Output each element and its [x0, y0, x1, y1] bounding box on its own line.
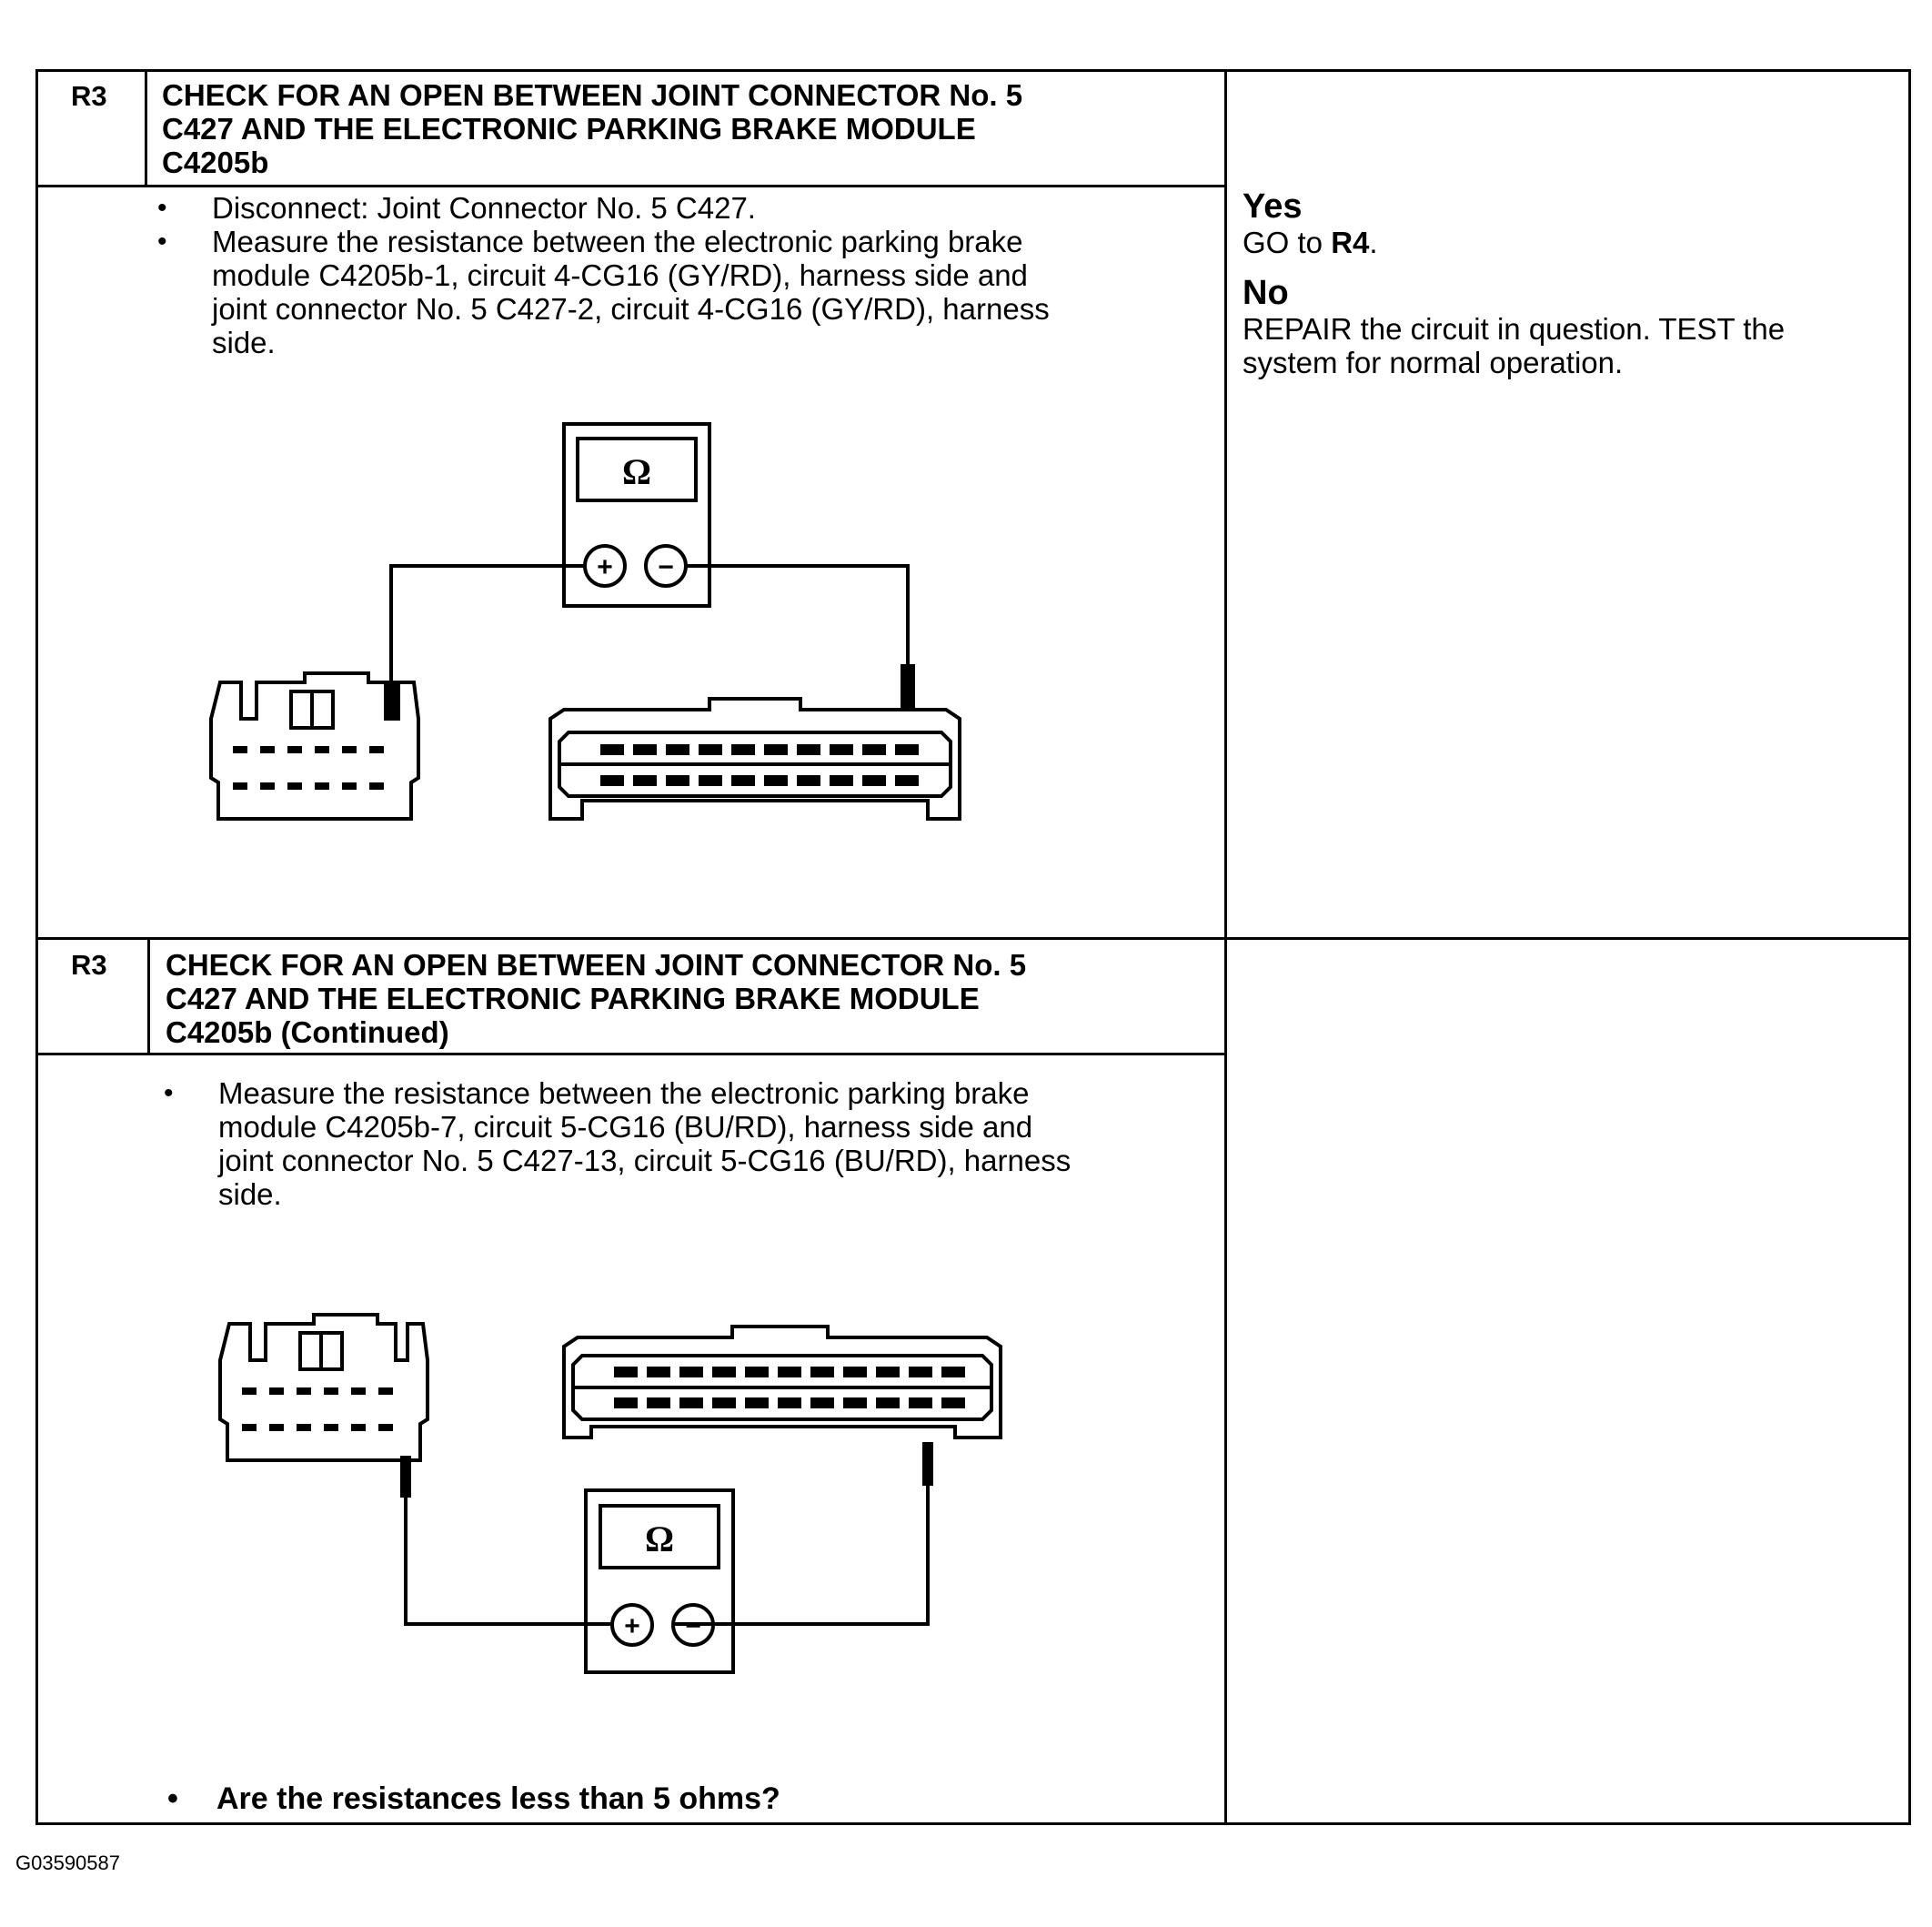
no-label: No	[1243, 274, 1289, 312]
probe-plus	[400, 1456, 411, 1498]
yes-label: Yes	[1243, 187, 1303, 226]
no-text: REPAIR the circuit in question. TEST the system for normal operation.	[1243, 312, 1786, 379]
yes-step-link[interactable]: R4	[1331, 226, 1370, 259]
step-title: CHECK FOR AN OPEN BETWEEN JOINT CONNECTOR No. 5 C427 AND THE ELECTRONIC PARKING BRAKE MODULE C4205b (Continued)	[166, 948, 1027, 1049]
connector-pins	[242, 1367, 965, 1431]
section-rule	[35, 937, 1911, 940]
action-item: • Measure the resistance between the electronic parking brake module C4205b-1, circuit 4-CG16 (GY/RD), harness side and joint connector No. 5 C427-2, circuit 4-CG16 (GY/RD), harness side.	[157, 225, 1213, 359]
test-lead-plus	[406, 1492, 612, 1624]
header-rule-2	[35, 1053, 1227, 1055]
meter-ohm-symbol: Ω	[621, 451, 652, 492]
step-title: CHECK FOR AN OPEN BETWEEN JOINT CONNECTOR No. 5 C427 AND THE ELECTRONIC PARKING BRAKE MODULE C4205b	[162, 78, 1023, 179]
step-id-divider-2	[147, 939, 150, 1055]
yes-text-prefix: GO to	[1243, 226, 1332, 259]
yes-text	[1243, 226, 1897, 259]
action-item: • Measure the resistance between the electronic parking brake module C4205b-7, circuit 5-CG16 (BU/RD), harness side and joint connector No. 5 C427-13, circuit 5-CG16 (BU/RD), harness side.	[164, 1076, 1219, 1211]
probe-minus	[922, 1442, 933, 1486]
column-divider	[1224, 69, 1227, 1825]
step-id-divider-1	[145, 69, 147, 187]
action-item: • Disconnect: Joint Connector No. 5 C427.	[157, 191, 1213, 225]
wiring-diagram-1	[200, 419, 1019, 837]
test-lead-plus	[391, 566, 585, 691]
action-list	[164, 1076, 1219, 1211]
step-id: R3	[71, 949, 107, 981]
meter-ohm-symbol: Ω	[644, 1518, 675, 1559]
figure-id: G03590587	[15, 1851, 120, 1874]
yes-text-suffix: .	[1369, 226, 1378, 259]
check-question: • Are the resistances less than 5 ohms?	[216, 1781, 780, 1817]
wiring-diagram-2	[209, 1301, 1046, 1683]
module-connector	[550, 699, 960, 819]
meter-plus-label: +	[597, 552, 613, 582]
result-panel	[1243, 187, 1897, 379]
test-lead-minus	[686, 566, 908, 673]
connector-pins	[233, 744, 919, 790]
step-id: R3	[71, 80, 107, 112]
meter-plus-label: +	[624, 1611, 640, 1641]
meter-minus-label: −	[658, 552, 674, 582]
header-rule-1	[35, 185, 1227, 187]
ohmmeter	[586, 1490, 733, 1672]
probe-minus	[902, 666, 913, 708]
action-list	[157, 191, 1213, 359]
meter-minus-label: −	[685, 1611, 701, 1641]
